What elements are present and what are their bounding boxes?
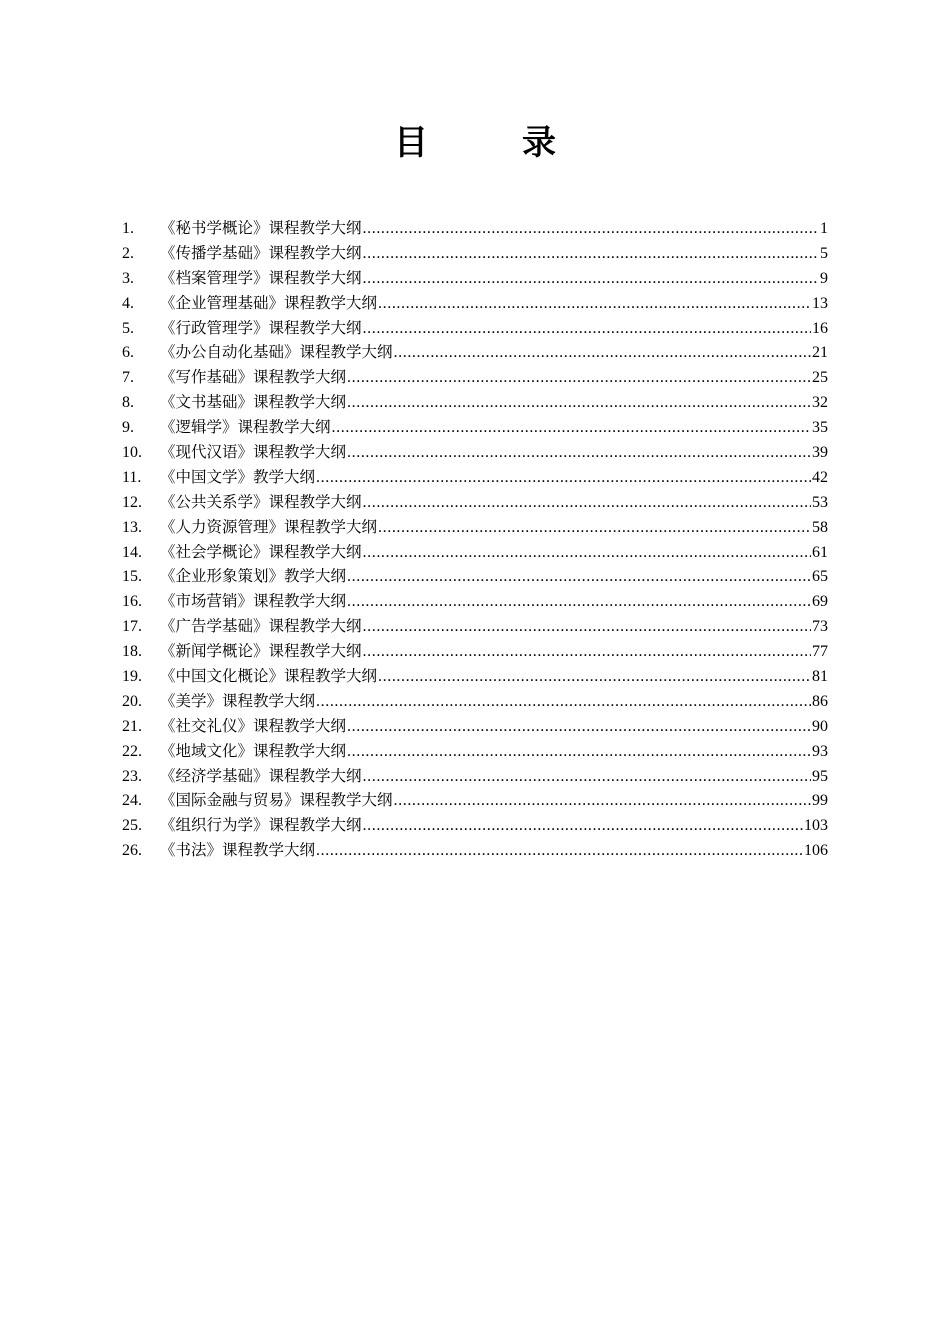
toc-entry[interactable] — [122, 390, 828, 415]
toc-entry-number: 17. — [122, 618, 142, 636]
toc-dot-leader — [378, 664, 811, 689]
toc-entry-page-number: 69 — [812, 593, 828, 611]
toc-dot-leader — [363, 614, 811, 639]
toc-entry-number: 24. — [122, 792, 142, 810]
toc-dot-leader — [347, 564, 811, 589]
toc-entry[interactable] — [122, 316, 828, 341]
toc-entry[interactable] — [122, 639, 828, 664]
toc-entry[interactable] — [122, 614, 828, 639]
toc-entry-number: 21. — [122, 717, 142, 735]
toc-entry-number: 1. — [122, 220, 134, 237]
toc-entry[interactable] — [122, 689, 828, 714]
toc-entry-title: 《行政管理学》课程教学大纲 — [160, 318, 362, 337]
toc-entry-page-number: 103 — [804, 817, 828, 835]
toc-entry-title: 《中国文学》教学大纲 — [160, 467, 316, 486]
toc-entry-page-number: 42 — [812, 468, 828, 486]
toc-entry-page-number: 106 — [804, 842, 828, 860]
toc-entry[interactable] — [122, 838, 828, 863]
toc-entry-number: 25. — [122, 817, 142, 835]
toc-entry-page-number: 86 — [812, 692, 828, 710]
toc-entry-number: 19. — [122, 668, 142, 686]
toc-entry-page-number: 81 — [812, 668, 828, 686]
toc-entry[interactable] — [122, 664, 828, 689]
toc-entry[interactable] — [122, 465, 828, 490]
toc-entry-number: 18. — [122, 643, 142, 661]
toc-dot-leader — [363, 216, 819, 241]
toc-entry[interactable] — [122, 714, 828, 739]
toc-entry-title: 《经济学基础》课程教学大纲 — [160, 766, 362, 785]
toc-entry-title: 《新闻学概论》课程教学大纲 — [160, 642, 362, 661]
toc-entry-page-number: 32 — [812, 394, 828, 412]
toc-dot-leader — [378, 515, 811, 540]
toc-entry-title: 《美学》课程教学大纲 — [160, 691, 316, 710]
toc-entry-page-number: 25 — [812, 369, 828, 387]
toc-entry-title: 《企业形象策划》教学大纲 — [160, 567, 347, 586]
toc-entry-page-number: 99 — [812, 792, 828, 810]
page-title: 目 录 — [394, 123, 586, 163]
toc-entry-page-number: 53 — [812, 493, 828, 511]
toc-entry-title: 《企业管理基础》课程教学大纲 — [160, 293, 378, 312]
toc-entry-title: 《人力资源管理》课程教学大纲 — [160, 517, 378, 536]
toc-entry-number: 9. — [122, 419, 134, 437]
toc-dot-leader — [363, 540, 811, 565]
toc-dot-leader — [363, 266, 819, 291]
toc-entry-title: 《现代汉语》课程教学大纲 — [160, 443, 347, 462]
toc-dot-leader — [363, 316, 811, 341]
toc-entry[interactable] — [122, 813, 828, 838]
toc-entry-title: 《秘书学概论》课程教学大纲 — [160, 219, 362, 237]
toc-entry-page-number: 73 — [812, 618, 828, 636]
toc-entry-page-number: 65 — [812, 568, 828, 586]
table-of-contents — [122, 216, 828, 863]
toc-entry-page-number: 58 — [812, 518, 828, 536]
toc-dot-leader — [378, 291, 811, 316]
toc-entry-number: 11. — [122, 468, 142, 486]
toc-entry-title: 《书法》课程教学大纲 — [160, 841, 316, 860]
toc-entry[interactable] — [122, 515, 828, 540]
toc-dot-leader — [363, 813, 803, 838]
toc-entry-number: 26. — [122, 842, 142, 860]
toc-entry-page-number: 35 — [812, 419, 828, 437]
toc-dot-leader — [394, 788, 811, 813]
toc-entry-page-number: 77 — [812, 643, 828, 661]
toc-dot-leader — [316, 465, 811, 490]
toc-entry-number: 14. — [122, 543, 142, 561]
toc-entry-title: 《公共关系学》课程教学大纲 — [160, 492, 362, 511]
toc-entry[interactable] — [122, 589, 828, 614]
toc-dot-leader — [363, 490, 811, 515]
toc-entry-title: 《社会学概论》课程教学大纲 — [160, 542, 362, 561]
toc-dot-leader — [316, 689, 811, 714]
toc-entry[interactable] — [122, 788, 828, 813]
toc-entry-page-number: 16 — [812, 319, 828, 337]
toc-entry[interactable] — [122, 266, 828, 291]
toc-dot-leader — [394, 340, 811, 365]
toc-entry[interactable] — [122, 564, 828, 589]
toc-entry-number: 3. — [122, 269, 134, 287]
toc-entry[interactable] — [122, 490, 828, 515]
toc-entry-number: 12. — [122, 493, 142, 511]
toc-entry-page-number: 21 — [812, 344, 828, 362]
toc-dot-leader — [347, 714, 811, 739]
toc-entry-page-number: 90 — [812, 717, 828, 735]
toc-entry-number: 22. — [122, 742, 142, 760]
toc-entry-title: 《广告学基础》课程教学大纲 — [160, 617, 362, 636]
toc-entry[interactable] — [122, 291, 828, 316]
toc-entry-number: 10. — [122, 444, 142, 462]
toc-entry-number: 23. — [122, 767, 142, 785]
toc-entry[interactable] — [122, 216, 828, 241]
toc-entry-number: 4. — [122, 294, 134, 312]
toc-entry[interactable] — [122, 540, 828, 565]
toc-entry[interactable] — [122, 739, 828, 764]
toc-entry-page-number: 9 — [820, 269, 828, 287]
toc-entry-title: 《写作基础》课程教学大纲 — [160, 368, 347, 387]
toc-dot-leader — [363, 764, 811, 789]
toc-entry-page-number: 95 — [812, 767, 828, 785]
toc-dot-leader — [347, 365, 811, 390]
toc-entry-title: 《市场营销》课程教学大纲 — [160, 592, 347, 611]
toc-entry-page-number: 61 — [812, 543, 828, 561]
toc-entry[interactable] — [122, 764, 828, 789]
toc-dot-leader — [347, 390, 811, 415]
toc-entry[interactable] — [122, 241, 828, 266]
toc-entry-number: 20. — [122, 692, 142, 710]
toc-dot-leader — [332, 415, 811, 440]
toc-entry-title: 《中国文化概论》课程教学大纲 — [160, 667, 378, 686]
toc-entry-number: 2. — [122, 244, 134, 262]
toc-entry-number: 16. — [122, 593, 142, 611]
toc-entry-number: 6. — [122, 344, 134, 362]
toc-entry-page-number: 39 — [812, 444, 828, 462]
toc-entry-page-number: 93 — [812, 742, 828, 760]
toc-dot-leader — [363, 639, 811, 664]
toc-dot-leader — [316, 838, 803, 863]
toc-entry[interactable] — [122, 340, 828, 365]
toc-dot-leader — [347, 589, 811, 614]
toc-entry-number: 7. — [122, 369, 134, 387]
toc-entry-title: 《组织行为学》课程教学大纲 — [160, 816, 362, 835]
toc-entry[interactable] — [122, 440, 828, 465]
toc-entry-title: 《逻辑学》课程教学大纲 — [160, 418, 331, 437]
toc-entry-title: 《社交礼仪》课程教学大纲 — [160, 716, 347, 735]
toc-entry-number: 15. — [122, 568, 142, 586]
toc-entry-number: 13. — [122, 518, 142, 536]
toc-entry[interactable] — [122, 415, 828, 440]
toc-entry[interactable] — [122, 365, 828, 390]
toc-entry-number: 8. — [122, 394, 134, 412]
toc-entry-title: 《国际金融与贸易》课程教学大纲 — [160, 791, 393, 810]
toc-dot-leader — [363, 241, 819, 266]
toc-entry-page-number: 5 — [820, 244, 828, 262]
toc-entry-page-number: 1 — [820, 220, 828, 237]
toc-entry-page-number: 13 — [812, 294, 828, 312]
toc-dot-leader — [347, 739, 811, 764]
toc-entry-title: 《文书基础》课程教学大纲 — [160, 393, 347, 412]
toc-entry-title: 《办公自动化基础》课程教学大纲 — [160, 343, 393, 362]
toc-entry-title: 《档案管理学》课程教学大纲 — [160, 268, 362, 287]
toc-entry-number: 5. — [122, 319, 134, 337]
toc-entry-title: 《地域文化》课程教学大纲 — [160, 741, 347, 760]
toc-dot-leader — [347, 440, 811, 465]
toc-entry-title: 《传播学基础》课程教学大纲 — [160, 243, 362, 262]
